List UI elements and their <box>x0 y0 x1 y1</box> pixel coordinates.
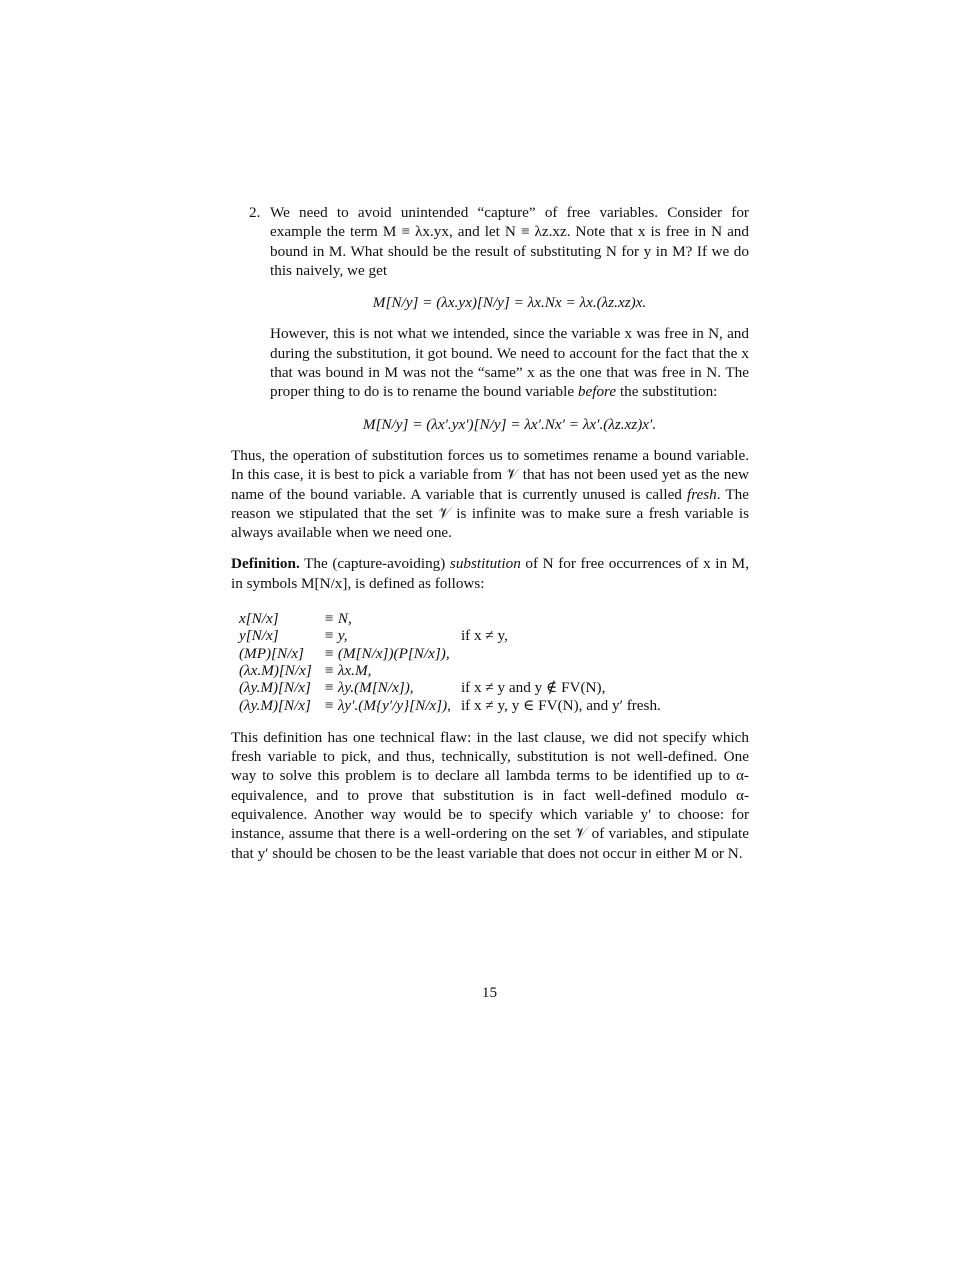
substitution-rules-table <box>239 610 665 714</box>
definition-label: Definition. <box>231 555 300 573</box>
rule-condition <box>459 610 665 627</box>
rule-rhs: ≡ (M[N/x])(P[N/x]), <box>323 644 450 662</box>
rule-condition: if x ≠ y, <box>460 627 508 645</box>
list-item-2 <box>231 203 749 280</box>
flaw-paragraph: This definition has one technical flaw: in the last clause, we did not specify which fresh variable to pick, and thus, technically, substitution is not well-defined. One way to solve this problem is to declare all lambda terms to be identified up to α-equivalence, and to prove that substitution is in fact well-defined modulo α-equivalence. Another way would be to specify which variable y′ to choose: for instance, assume that there is a well-ordering on the set 𝒱 of variables, and stipulate that y′ should be chosen to be the least variable that does not occur in either M or N. <box>231 728 749 862</box>
rule-lhs: x[N/x] <box>239 610 279 628</box>
rule-rhs: ≡ N, <box>323 610 352 628</box>
rule-row <box>239 645 665 662</box>
fresh-paragraph <box>231 446 749 542</box>
item-intro-paragraph: We need to avoid unintended “capture” of free variables. Consider for example the term M ≡ λx.yx, and let N ≡ λz.xz. Note that x is free in N and bound in M. What should be the result of substituting N for y in M? If we do this naively, we get <box>270 204 749 279</box>
rule-lhs: y[N/x] <box>239 627 279 645</box>
rule-row <box>239 627 665 644</box>
rule-condition: if x ≠ y, y ∈ FV(N), and y′ fresh. <box>460 696 661 714</box>
rule-condition <box>459 645 665 662</box>
rule-lhs: (λx.M)[N/x] <box>239 661 312 679</box>
page-body <box>231 203 749 863</box>
item-middle-text: However, this is not what we intended, since the variable x was free in N, and during the substitution, it got bound. We need to account for the fact that the x that was bound in M was not the “same” x as the one that was free in N. The proper thing to do is to rename the bound variable <box>270 325 749 401</box>
equation-renamed-substitution: M[N/y] = (λx′.yx′)[N/y] = λx′.Nx′ = λx′.(λz.xz)x′. <box>362 415 657 433</box>
equation-naive-substitution: M[N/y] = (λx.yx)[N/y] = λx.Nx = λx.(λz.xz)x. <box>372 294 647 312</box>
rule-lhs: (MP)[N/x] <box>239 644 304 662</box>
fresh-emphasis: fresh <box>686 485 717 503</box>
item-number: 2. <box>249 204 261 221</box>
page-number: 15 <box>481 984 498 1001</box>
rule-row <box>239 679 665 696</box>
definition-emphasis: substitution <box>449 555 521 573</box>
list-item-2-continued <box>231 324 749 401</box>
fresh-text: Thus, the operation of substitution forces us to sometimes rename a bound variable. In this case, it is best to pick a variable from 𝒱 that has not been used yet as the new name of the bound variable. A variable that is currently unused is called <box>231 446 749 503</box>
rule-rhs: ≡ λy.(M[N/x]), <box>323 679 414 697</box>
rule-row <box>239 610 665 627</box>
rule-lhs: (λy.M)[N/x] <box>239 696 311 714</box>
definition-text: The (capture-avoiding) <box>299 555 450 573</box>
rule-lhs: (λy.M)[N/x] <box>239 679 311 697</box>
rule-rhs: ≡ λx.M, <box>323 661 372 679</box>
item-middle-paragraph <box>270 324 749 401</box>
rule-row <box>239 697 665 714</box>
rule-rhs: ≡ λy′.(M{y′/y}[N/x]), <box>323 696 451 714</box>
rule-row <box>239 662 665 679</box>
rule-condition <box>459 662 665 679</box>
definition-paragraph <box>231 554 749 593</box>
rule-rhs: ≡ y, <box>323 627 348 645</box>
fresh-tail: . The reason we stipulated that the set 𝒱 is infinite was to make sure a fresh variable is always available when we need one. <box>231 485 749 542</box>
rule-condition: if x ≠ y and y ∉ FV(N), <box>460 679 606 697</box>
item-middle-tail: the substitution: <box>616 383 718 401</box>
item-middle-emphasis: before <box>577 383 617 401</box>
definition-tail: of N for free occurrences of x in M, in symbols M[N/x], is defined as follows: <box>231 555 749 592</box>
